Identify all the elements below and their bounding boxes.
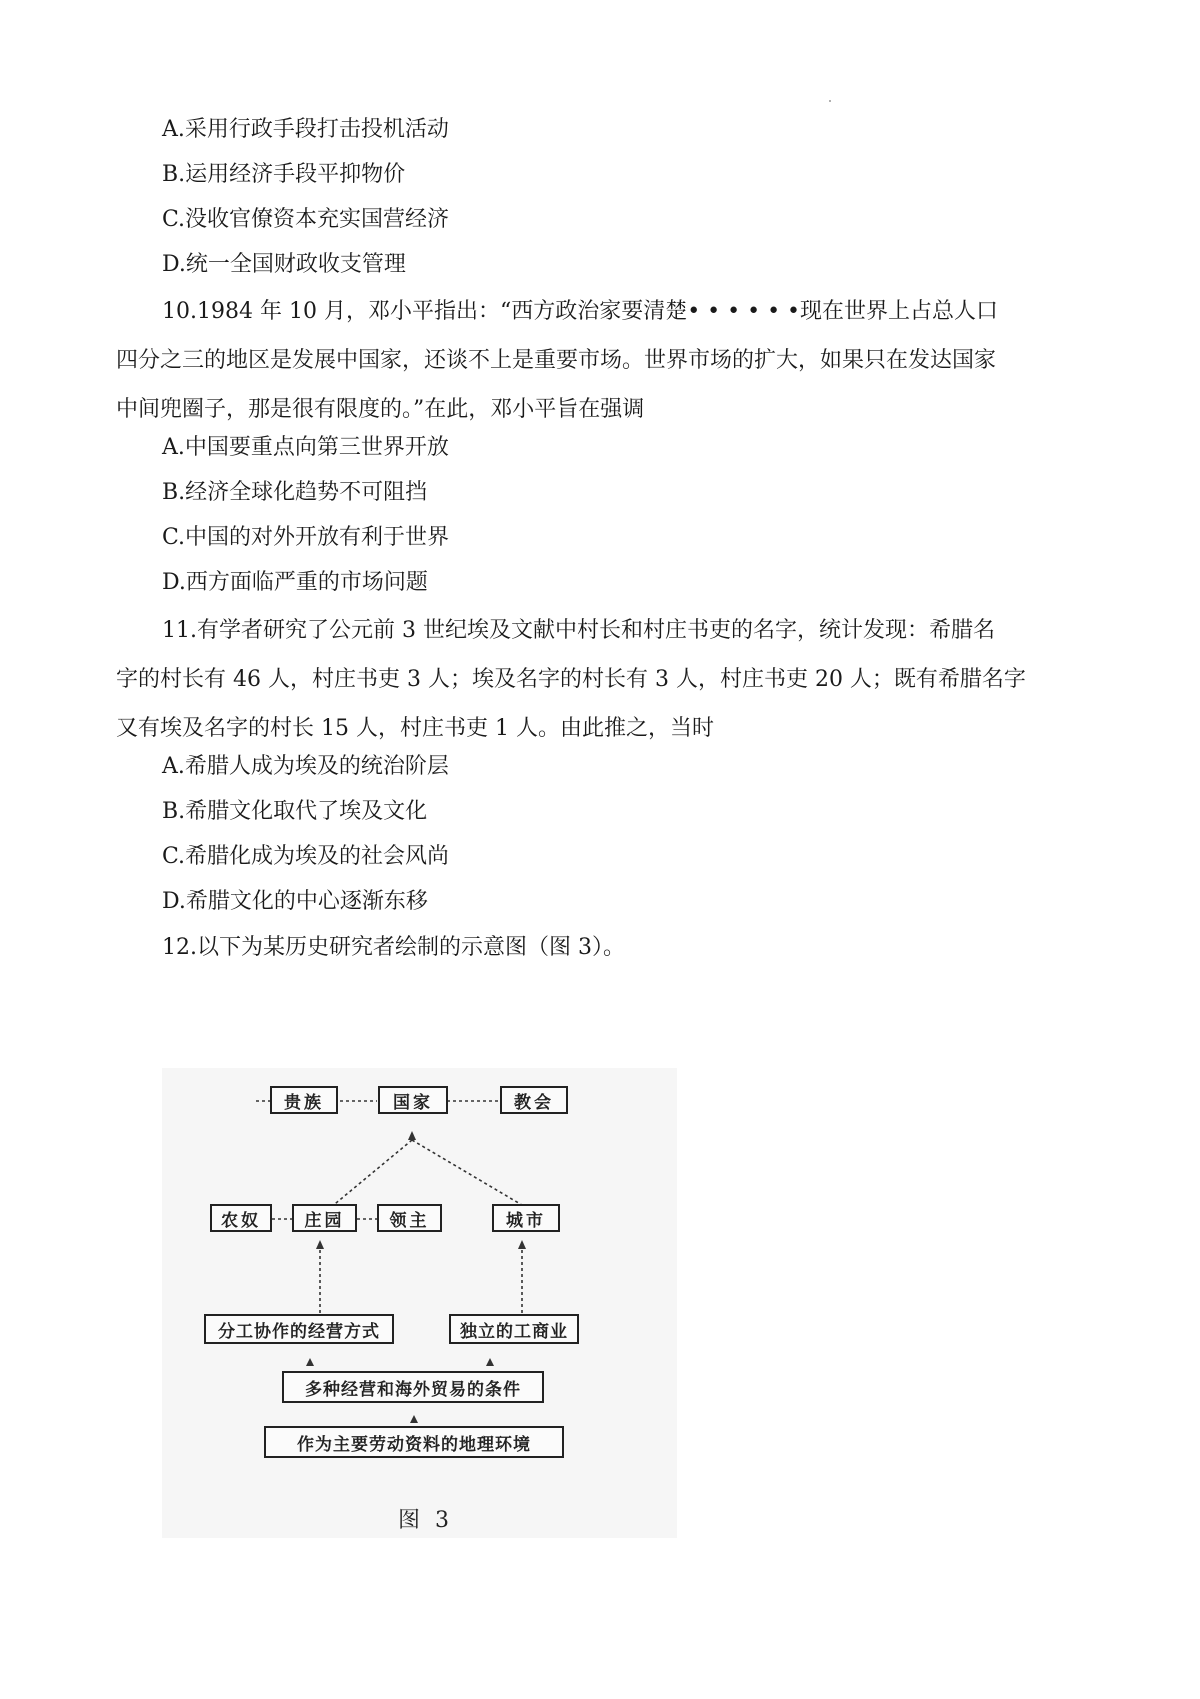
- arrow-to-city: [518, 1240, 526, 1249]
- link-state-manor: [330, 1140, 412, 1208]
- scan-speck: [829, 100, 831, 102]
- q10-option-b: B.经济全球化趋势不可阻挡: [162, 480, 428, 505]
- q10-option-d: D.西方面临严重的市场问题: [162, 570, 428, 595]
- q11-option-a: A.希腊人成为埃及的统治阶层: [162, 754, 449, 779]
- node-city: 城市: [492, 1204, 560, 1232]
- q9-option-a: A.采用行政手段打击投机活动: [162, 117, 449, 142]
- diagram-connectors: [162, 1068, 677, 1538]
- q9-option-b: B.运用经济手段平抑物价: [162, 162, 406, 187]
- node-geography: 作为主要劳动资料的地理环境: [264, 1426, 564, 1458]
- q10-stem: [116, 287, 1096, 434]
- q11-stem-line: 又有埃及名字的村长 15 人，村庄书吏 1 人。由此推之，当时: [116, 716, 714, 741]
- q11-option-d: D.希腊文化的中心逐渐东移: [162, 889, 428, 914]
- q9-option-c: C.没收官僚资本充实国营经济: [162, 207, 450, 232]
- q9-option-d: D.统一全国财政收支管理: [162, 252, 406, 277]
- arrow-to-division: [306, 1358, 314, 1366]
- q10-stem-line: 10.1984 年 10 月，邓小平指出：“西方政治家要清楚• • • • • •现在世界上占总人口: [162, 299, 999, 324]
- q10-option-a: A.中国要重点向第三世界开放: [162, 435, 449, 460]
- figure-caption: 图 3: [398, 1508, 453, 1533]
- node-division-of-labor: 分工协作的经营方式: [204, 1314, 394, 1344]
- node-independent-commerce: 独立的工商业: [449, 1314, 579, 1344]
- q10-option-c: C.中国的对外开放有利于世界: [162, 525, 450, 550]
- arrow-to-state: [408, 1131, 416, 1140]
- link-state-city: [412, 1140, 527, 1208]
- q11-stem: [116, 606, 1096, 753]
- node-church: 教会: [500, 1086, 568, 1114]
- node-lord: 领主: [377, 1204, 442, 1232]
- figure-3-diagram: [162, 1068, 677, 1538]
- node-trade-conditions: 多种经营和海外贸易的条件: [282, 1371, 544, 1403]
- q10-stem-line: 中间兜圈子，那是很有限度的。”在此，邓小平旨在强调: [116, 397, 645, 422]
- q11-option-c: C.希腊化成为埃及的社会风尚: [162, 844, 450, 869]
- arrow-to-commerce: [486, 1358, 494, 1366]
- node-state: 国家: [378, 1086, 448, 1114]
- node-manor: 庄园: [292, 1204, 357, 1232]
- node-serf: 农奴: [210, 1204, 272, 1232]
- q11-option-b: B.希腊文化取代了埃及文化: [162, 799, 428, 824]
- node-nobility: 贵族: [270, 1086, 338, 1114]
- q11-stem-line: 字的村长有 46 人，村庄书吏 3 人；埃及名字的村长有 3 人，村庄书吏 20 人；既有希腊名字: [116, 667, 1026, 692]
- q10-stem-line: 四分之三的地区是发展中国家，还谈不上是重要市场。世界市场的扩大，如果只在发达国家: [116, 348, 997, 373]
- q12-stem: 12.以下为某历史研究者绘制的示意图（图 3）。: [162, 935, 625, 960]
- q11-stem-line: 11.有学者研究了公元前 3 世纪埃及文献中村长和村庄书吏的名字，统计发现：希腊名: [162, 618, 995, 643]
- arrow-to-trade: [410, 1415, 418, 1423]
- arrow-to-manor: [316, 1240, 324, 1249]
